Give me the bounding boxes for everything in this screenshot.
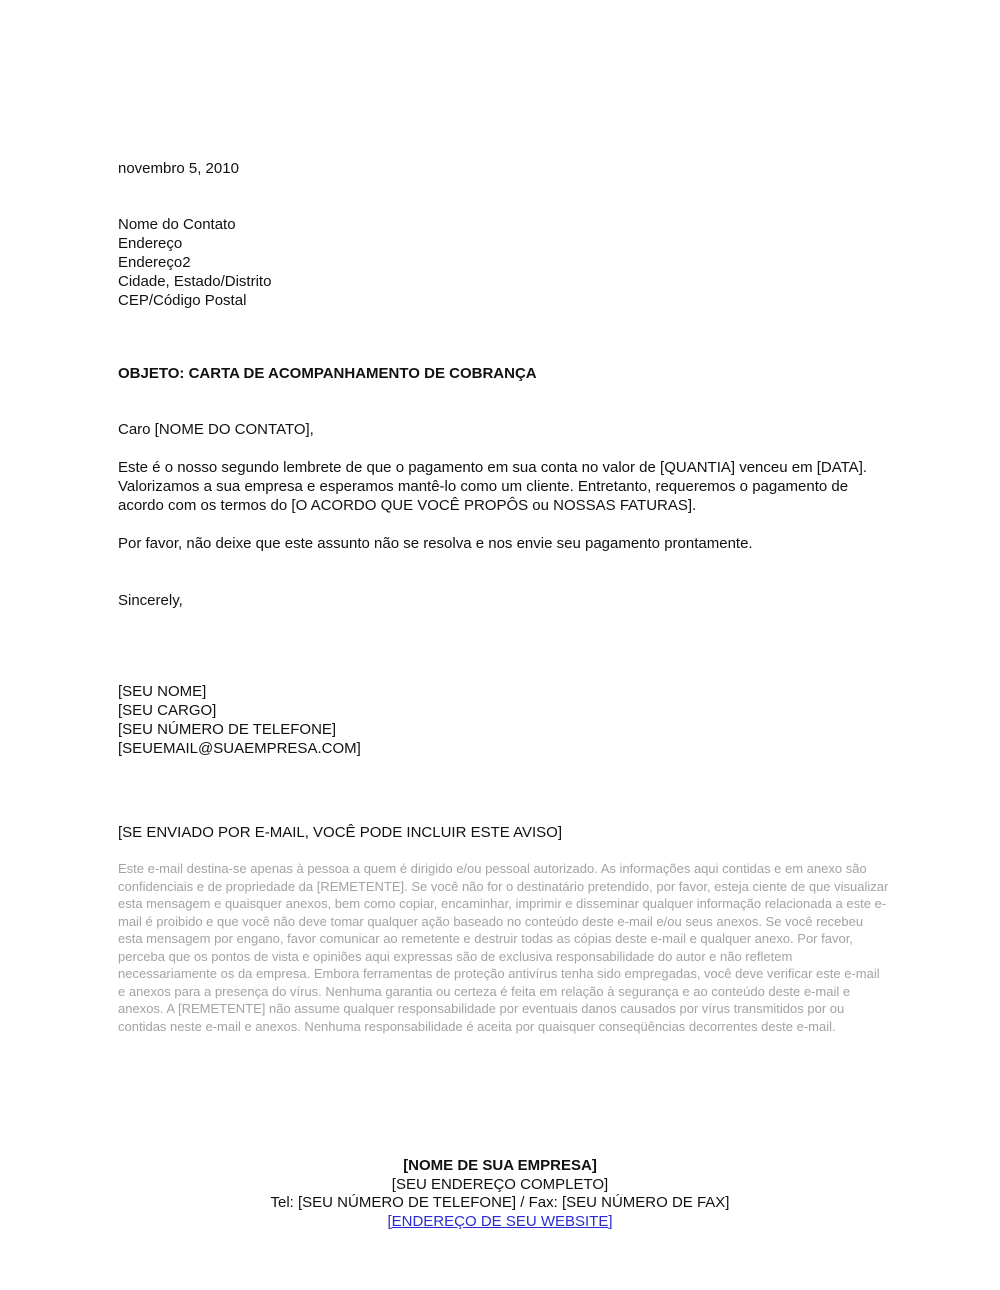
recipient-address-block <box>118 215 890 310</box>
footer-company-name: [NOME DE SUA EMPRESA] <box>403 1157 597 1174</box>
closing-salutation: Sincerely, <box>118 592 183 609</box>
signature-email: [SEUEMAIL@SUAEMPRESA.COM] <box>118 740 361 757</box>
recipient-address-line2: Endereço2 <box>118 254 191 271</box>
company-footer <box>0 1157 1000 1231</box>
recipient-address-line1: Endereço <box>118 235 183 252</box>
body-paragraph-1: Este é o nosso segundo lembrete de que o pagamento em sua conta no valor de [QUANTIA] venceu em [DATA]. Valorizamos a sua empresa e esperamos mantê-lo como um cliente. Entretanto, requeremos o pagamento de acordo com os termos do [O ACORDO QUE VOCÊ PROPÔS ou NOSSAS FATURAS]. <box>118 459 868 514</box>
signature-block <box>118 682 890 758</box>
footer-company-address: [SEU ENDEREÇO COMPLETO] <box>391 1175 609 1193</box>
greeting: Caro [NOME DO CONTATO], <box>118 421 314 438</box>
body-paragraph-2: Por favor, não deixe que este assunto não se resolva e nos envie seu pagamento prontamente. <box>118 535 753 552</box>
email-notice: [SE ENVIADO POR E-MAIL, VOCÊ PODE INCLUIR ESTE AVISO] <box>118 824 562 841</box>
email-disclaimer: Este e-mail destina-se apenas à pessoa a quem é dirigido e/ou pessoal autorizado. As informações aqui contidas e em anexo são confidenciais e de propriedade da [REMETENTE]. Se você não for o destinatário pretendido, por favor, esteja ciente de que visualizar esta mensagem e quaisquer anexos, bem como copiar, encaminhar, imprimir e disseminar qualquer informação relacionada a este e-mail é proibido e que você não deve tomar qualquer ação baseado no conteúdo deste e-mail e/ou seus anexos. Se você recebeu esta mensagem por engano, favor comunicar ao remetente e destruir todas as cópias deste e-mail e qualquer anexo. Por favor, perceba que os pontos de vista e opiniões aqui expressas são de exclusiva responsabilidade do autor e não refletem necessariamente os da empresa. Embora ferramentas de proteção antivírus tenha sido empregadas, você deve verificar este e-mail e anexos para a presença do vírus. Nenhuma garantia ou certeza é feita em relação à segurança e ao conteúdo deste e-mail e anexos. A [REMETENTE] não assume qualquer responsabilidade por eventuais danos causados por vírus transmitidos por ou contidas neste e-mail e anexos. Nenhuma responsabilidade é aceita por quaisquer conseqüências decorrentes deste e-mail. <box>118 861 889 1034</box>
footer-tel-fax: Tel: [SEU NÚMERO DE TELEFONE] / Fax: [SEU NÚMERO DE FAX] <box>270 1194 730 1211</box>
website-link[interactable]: [ENDEREÇO DE SEU WEBSITE] <box>387 1212 613 1230</box>
recipient-city-state: Cidade, Estado/Distrito <box>118 273 272 290</box>
signature-title: [SEU CARGO] <box>118 702 217 719</box>
signature-phone: [SEU NÚMERO DE TELEFONE] <box>118 721 337 738</box>
subject-line: OBJETO: CARTA DE ACOMPANHAMENTO DE COBRANÇA <box>118 365 537 382</box>
signature-name: [SEU NOME] <box>118 683 207 700</box>
letter-date: novembro 5, 2010 <box>118 160 239 177</box>
recipient-postal-code: CEP/Código Postal <box>118 292 247 309</box>
recipient-name: Nome do Contato <box>118 216 236 233</box>
